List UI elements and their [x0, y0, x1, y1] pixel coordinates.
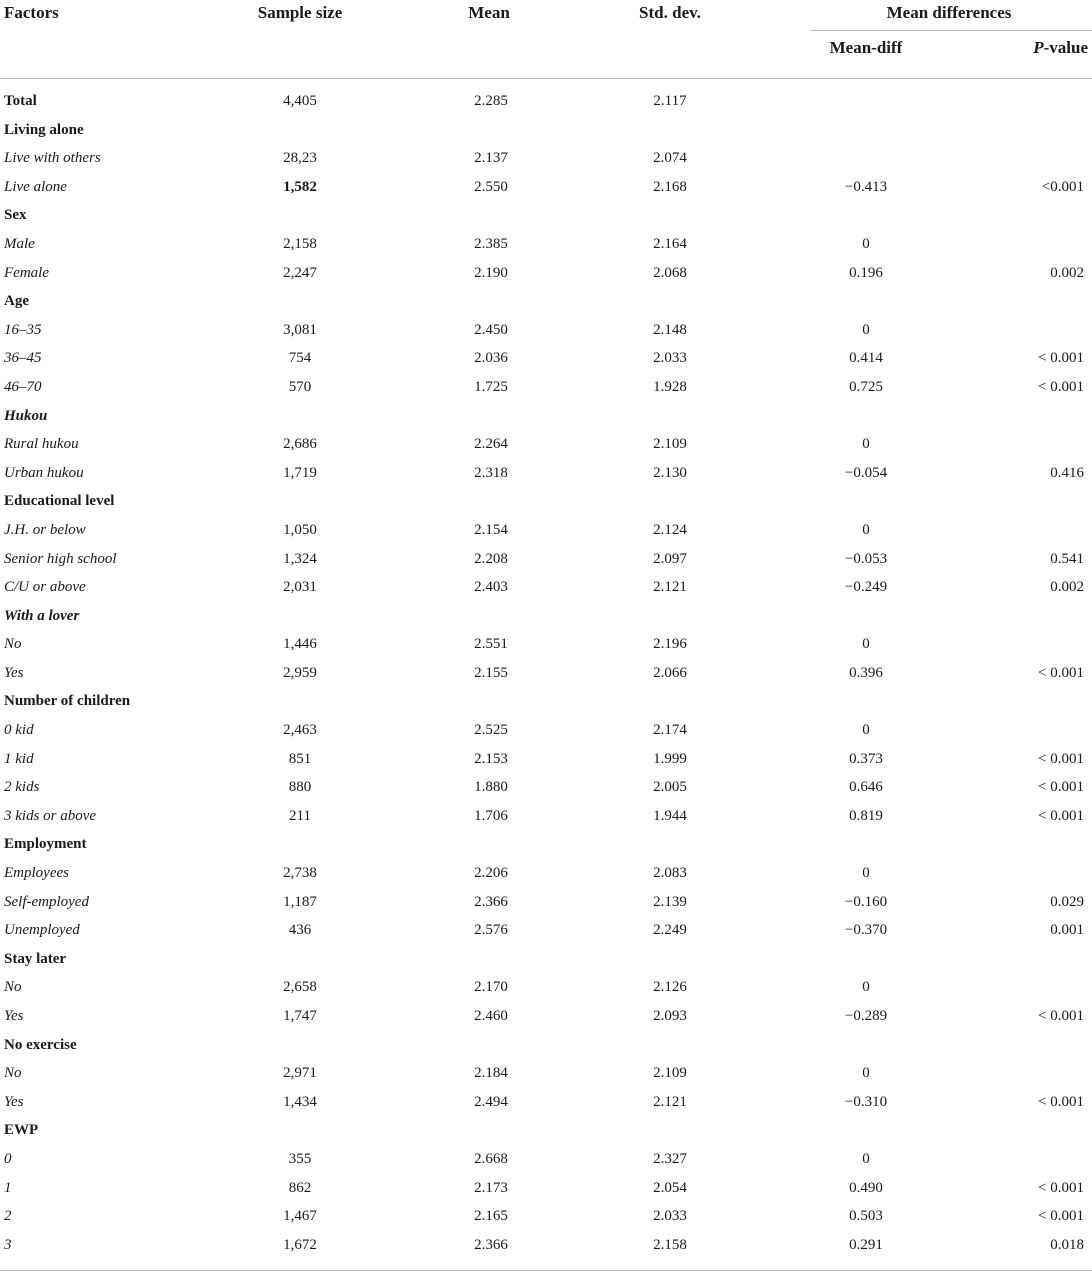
cell-sample-size: 1,582	[283, 178, 317, 195]
cell-mean-diff: 0	[862, 636, 870, 653]
cell-factor: 3 kids or above	[4, 807, 97, 824]
cell-sample-size: 2,158	[283, 235, 317, 252]
table-row	[0, 259, 1092, 288]
cell-p-value: <0.001	[1041, 178, 1084, 195]
cell-sample-size: 3,081	[283, 321, 317, 338]
cell-factor: No	[4, 636, 22, 653]
cell-factor: Yes	[4, 1093, 24, 1110]
cell-p-value: < 0.001	[1038, 1179, 1084, 1196]
cell-mean-diff: 0	[862, 722, 870, 739]
cell-mean-diff: −0.413	[844, 178, 888, 195]
cell-p-value: < 0.001	[1038, 807, 1084, 824]
cell-factor: Live with others	[4, 150, 101, 167]
table-header	[0, 0, 1092, 78]
cell-factor: 46–70	[4, 378, 42, 395]
cell-std-dev: 2.074	[653, 150, 687, 167]
table-row	[0, 545, 1092, 574]
cell-mean: 2.385	[474, 235, 508, 252]
table-row	[0, 373, 1092, 402]
table-row	[0, 630, 1092, 659]
cell-std-dev: 2.249	[653, 922, 687, 939]
cell-mean-diff: 0.196	[849, 264, 883, 281]
cell-mean: 2.153	[474, 750, 508, 767]
cell-sample-size: 211	[289, 807, 311, 824]
cell-mean: 2.190	[474, 264, 508, 281]
cell-mean-diff: −0.310	[844, 1093, 888, 1110]
table-row	[0, 487, 1092, 516]
cell-mean: 2.366	[474, 893, 508, 910]
cell-std-dev: 2.083	[653, 865, 687, 882]
cell-mean: 2.264	[474, 436, 508, 453]
header-sample-size: Sample size	[257, 3, 343, 22]
cell-mean: 1.880	[474, 779, 508, 796]
table-row	[0, 144, 1092, 173]
header-mean-diff: Mean-diff	[829, 38, 903, 57]
table-row	[0, 230, 1092, 259]
cell-mean-diff: 0.490	[849, 1179, 883, 1196]
cell-factor: Hukou	[4, 407, 48, 424]
cell-mean-diff: −0.053	[844, 550, 888, 567]
cell-mean-diff: 0	[862, 235, 870, 252]
header-p-value-italic: P	[1033, 38, 1044, 57]
table-row	[0, 716, 1092, 745]
cell-sample-size: 1,747	[283, 1008, 317, 1024]
cell-mean: 2.137	[474, 150, 508, 167]
cell-factor: Senior high school	[4, 550, 117, 567]
cell-sample-size: 2,738	[283, 865, 317, 882]
table-row	[0, 1202, 1092, 1231]
cell-factor: Stay later	[4, 950, 67, 967]
table-row	[0, 916, 1092, 945]
cell-sample-size: 1,672	[283, 1236, 317, 1253]
cell-mean-diff: 0.396	[849, 664, 883, 681]
cell-std-dev: 2.033	[653, 350, 687, 367]
cell-factor: No exercise	[4, 1036, 77, 1053]
cell-mean-diff: 0	[862, 436, 870, 453]
table-row	[0, 659, 1092, 688]
cell-factor: No	[4, 979, 22, 996]
cell-p-value: < 0.001	[1038, 378, 1084, 395]
cell-mean: 2.170	[474, 979, 508, 996]
cell-mean-diff: 0	[862, 521, 870, 538]
cell-sample-size: 880	[288, 779, 312, 796]
table-row	[0, 859, 1092, 888]
cell-mean: 2.184	[474, 1065, 508, 1082]
table-row	[0, 1174, 1092, 1203]
header-std-dev: Std. dev.	[639, 3, 701, 22]
table-row	[0, 602, 1092, 631]
table-row	[0, 1116, 1092, 1145]
cell-p-value: < 0.001	[1038, 664, 1084, 681]
cell-sample-size: 1,434	[283, 1093, 317, 1110]
cell-mean: 2.206	[474, 865, 508, 882]
cell-p-value: < 0.001	[1038, 1008, 1084, 1024]
cell-factor: Employment	[4, 836, 87, 853]
table-row	[0, 1059, 1092, 1088]
cell-mean: 2.285	[474, 93, 508, 109]
table-row	[0, 516, 1092, 545]
cell-factor: Female	[4, 264, 49, 281]
cell-sample-size: 2,658	[283, 979, 317, 996]
cell-std-dev: 2.005	[653, 779, 687, 796]
cell-std-dev: 2.196	[653, 636, 687, 653]
table-body	[0, 87, 1092, 1259]
cell-mean: 2.550	[474, 178, 508, 195]
cell-std-dev: 2.168	[653, 178, 687, 195]
cell-p-value: < 0.001	[1038, 750, 1084, 767]
cell-p-value: < 0.001	[1038, 779, 1084, 796]
cell-factor: Self-employed	[4, 893, 89, 910]
cell-mean-diff: 0	[862, 1150, 870, 1167]
table-row	[0, 1002, 1092, 1031]
table-row	[0, 87, 1092, 116]
cell-std-dev: 2.109	[653, 1065, 687, 1082]
cell-factor: 2	[4, 1208, 12, 1225]
cell-factor: 2 kids	[4, 779, 40, 796]
cell-mean-diff: 0.725	[849, 378, 883, 395]
cell-mean: 2.036	[474, 350, 508, 367]
cell-mean-diff: −0.160	[844, 893, 888, 910]
cell-factor: Educational level	[4, 493, 115, 510]
cell-p-value: 0.018	[1050, 1236, 1084, 1253]
cell-p-value: < 0.001	[1038, 1208, 1084, 1225]
cell-factor: Live alone	[4, 178, 67, 195]
cell-factor: With a lover	[4, 607, 80, 624]
cell-factor: No	[4, 1065, 22, 1082]
cell-mean-diff: −0.249	[844, 579, 888, 596]
cell-factor: Male	[4, 235, 35, 252]
cell-std-dev: 2.097	[653, 550, 687, 567]
cell-mean: 2.318	[474, 464, 508, 481]
cell-std-dev: 2.126	[653, 979, 687, 996]
header-rule	[0, 78, 1092, 79]
cell-mean: 2.576	[474, 922, 508, 939]
cell-sample-size: 2,247	[283, 264, 317, 281]
header-p-value-rest: -value	[1043, 38, 1088, 57]
cell-mean-diff: 0.414	[849, 350, 883, 367]
cell-p-value: < 0.001	[1038, 1093, 1084, 1110]
cell-factor: Urban hukou	[4, 464, 84, 481]
cell-mean-diff: 0	[862, 1065, 870, 1082]
cell-mean: 2.668	[474, 1150, 508, 1167]
cell-factor: Age	[4, 293, 29, 310]
cell-factor: Employees	[4, 865, 69, 882]
header-mean-differences: Mean differences	[886, 3, 1012, 22]
cell-mean-diff: 0	[862, 321, 870, 338]
cell-mean: 2.155	[474, 664, 508, 681]
cell-std-dev: 2.174	[653, 722, 687, 739]
cell-std-dev: 2.109	[653, 436, 687, 453]
cell-mean: 2.154	[474, 521, 508, 538]
table-row	[0, 1231, 1092, 1260]
cell-p-value: 0.002	[1050, 264, 1084, 281]
cell-factor: 1	[4, 1179, 12, 1196]
cell-sample-size: 1,467	[283, 1208, 317, 1225]
cell-sample-size: 355	[288, 1150, 312, 1167]
table-row	[0, 888, 1092, 917]
cell-sample-size: 1,187	[283, 893, 317, 910]
cell-factor: Number of children	[4, 693, 131, 710]
cell-mean-diff: 0.291	[849, 1236, 883, 1253]
cell-mean: 2.366	[474, 1236, 508, 1253]
cell-std-dev: 2.068	[653, 264, 687, 281]
cell-mean-diff: −0.370	[844, 922, 888, 939]
table-row	[0, 316, 1092, 345]
cell-std-dev: 2.066	[653, 664, 687, 681]
table-row	[0, 973, 1092, 1002]
table-row	[0, 802, 1092, 831]
cell-std-dev: 2.093	[653, 1008, 687, 1024]
cell-p-value: 0.001	[1050, 922, 1084, 939]
cell-mean-diff: 0.646	[849, 779, 883, 796]
table-row	[0, 402, 1092, 431]
cell-factor: Living alone	[4, 121, 84, 138]
table-row	[0, 1088, 1092, 1117]
cell-mean-diff: −0.054	[844, 464, 888, 481]
cell-factor: Yes	[4, 1008, 24, 1024]
cell-factor: 16–35	[4, 321, 42, 338]
cell-sample-size: 862	[288, 1179, 312, 1196]
cell-factor: J.H. or below	[4, 521, 86, 538]
table-row	[0, 773, 1092, 802]
cell-sample-size: 570	[288, 378, 312, 395]
cell-mean-diff: 0.503	[849, 1208, 883, 1225]
cell-factor: 1 kid	[4, 750, 34, 767]
cell-p-value: 0.416	[1050, 464, 1084, 481]
cell-factor: Unemployed	[4, 922, 80, 939]
cell-factor: EWP	[4, 1122, 39, 1139]
cell-sample-size: 28,23	[283, 150, 317, 167]
cell-std-dev: 2.148	[653, 321, 687, 338]
cell-mean-diff: −0.289	[844, 1008, 888, 1024]
cell-mean: 2.551	[474, 636, 508, 653]
cell-mean: 2.403	[474, 579, 508, 596]
cell-sample-size: 2,463	[283, 722, 317, 739]
cell-p-value: 0.541	[1050, 550, 1084, 567]
cell-mean: 1.725	[474, 378, 508, 395]
cell-mean: 1.706	[474, 807, 508, 824]
cell-mean: 2.460	[474, 1008, 508, 1024]
table-row	[0, 573, 1092, 602]
cell-std-dev: 2.054	[653, 1179, 687, 1196]
cell-mean-diff: 0	[862, 979, 870, 996]
cell-factor: Total	[4, 93, 37, 109]
cell-sample-size: 1,719	[283, 464, 317, 481]
cell-sample-size: 1,324	[283, 550, 317, 567]
cell-sample-size: 2,031	[283, 579, 317, 596]
cell-factor: 36–45	[4, 350, 42, 367]
cell-std-dev: 2.327	[653, 1150, 687, 1167]
cell-std-dev: 2.121	[653, 1093, 687, 1110]
cell-sample-size: 1,446	[283, 636, 317, 653]
cell-factor: C/U or above	[4, 579, 86, 596]
cell-mean: 2.208	[474, 550, 508, 567]
cell-p-value: 0.029	[1050, 893, 1084, 910]
table-row	[0, 116, 1092, 145]
table-row	[0, 687, 1092, 716]
header-subline	[810, 30, 1092, 31]
cell-std-dev: 2.124	[653, 521, 687, 538]
cell-factor: 0 kid	[4, 722, 34, 739]
cell-std-dev: 2.139	[653, 893, 687, 910]
cell-factor: Yes	[4, 664, 24, 681]
cell-std-dev: 1.999	[653, 750, 687, 767]
cell-sample-size: 1,050	[283, 521, 317, 538]
cell-mean: 2.173	[474, 1179, 508, 1196]
cell-std-dev: 2.033	[653, 1208, 687, 1225]
cell-std-dev: 2.164	[653, 235, 687, 252]
header-p-value	[1033, 38, 1088, 58]
cell-sample-size: 4,405	[283, 93, 317, 109]
header-mean: Mean	[468, 3, 510, 22]
cell-mean-diff: 0	[862, 865, 870, 882]
cell-mean: 2.165	[474, 1208, 508, 1225]
cell-mean-diff: 0.373	[849, 750, 883, 767]
cell-factor: 3	[4, 1236, 12, 1253]
cell-std-dev: 1.944	[653, 807, 687, 824]
cell-sample-size: 2,959	[283, 664, 317, 681]
cell-std-dev: 2.130	[653, 464, 687, 481]
table-row	[0, 745, 1092, 774]
bottom-rule	[0, 1270, 1092, 1271]
table-row	[0, 459, 1092, 488]
cell-mean: 2.494	[474, 1093, 508, 1110]
cell-p-value: 0.002	[1050, 579, 1084, 596]
cell-mean: 2.450	[474, 321, 508, 338]
cell-factor: Sex	[4, 207, 27, 224]
table-row	[0, 945, 1092, 974]
table-row	[0, 173, 1092, 202]
table-row	[0, 830, 1092, 859]
cell-p-value: < 0.001	[1038, 350, 1084, 367]
table-row	[0, 1145, 1092, 1174]
cell-std-dev: 1.928	[653, 378, 687, 395]
header-factors: Factors	[4, 3, 59, 22]
cell-std-dev: 2.158	[653, 1236, 687, 1253]
cell-sample-size: 436	[288, 922, 312, 939]
cell-std-dev: 2.117	[653, 93, 687, 109]
table-row	[0, 287, 1092, 316]
cell-factor: 0	[4, 1150, 12, 1167]
cell-factor: Rural hukou	[4, 436, 79, 453]
table-row	[0, 201, 1092, 230]
cell-mean: 2.525	[474, 722, 508, 739]
cell-sample-size: 851	[288, 750, 312, 767]
cell-sample-size: 2,971	[283, 1065, 317, 1082]
cell-mean-diff: 0.819	[849, 807, 883, 824]
cell-std-dev: 2.121	[653, 579, 687, 596]
table-row	[0, 344, 1092, 373]
table-row	[0, 430, 1092, 459]
table-row	[0, 1031, 1092, 1060]
cell-sample-size: 754	[288, 350, 312, 367]
cell-sample-size: 2,686	[283, 436, 317, 453]
